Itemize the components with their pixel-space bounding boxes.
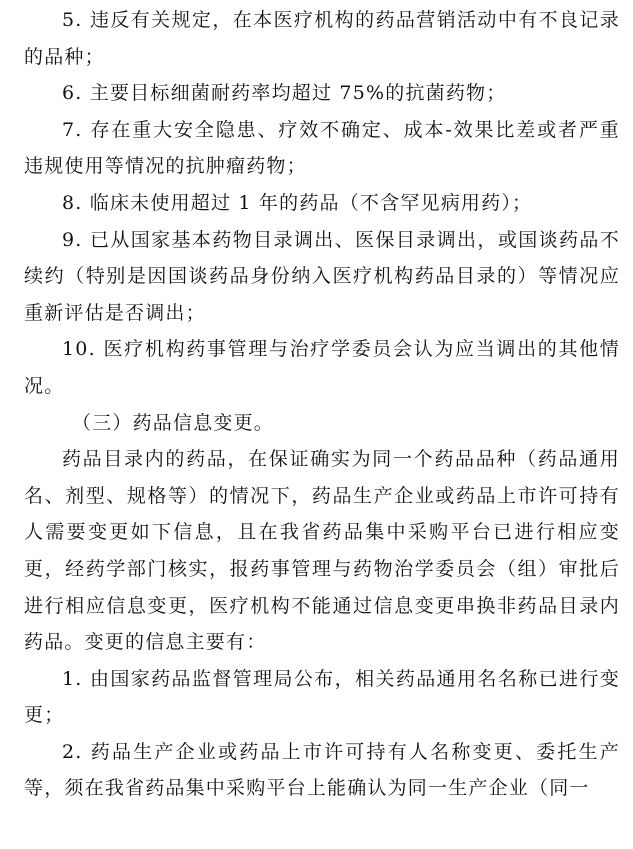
list-item-9: 9. 已从国家基本药物目录调出、医保目录调出，或国谈药品不续约（特别是因国谈药品身份纳入医疗机构药品目录的）等情况应重新评估是否调出； — [24, 228, 620, 324]
list-item-8: 8. 临床未使用超过 1 年的药品（不含罕见病用药）； — [62, 191, 533, 214]
intro-paragraph: 药品目录内的药品，在保证确实为同一个药品品种（药品通用名、剂型、规格等）的情况下，药品生产企业或药品上市许可持有人需要变更如下信息，且在我省药品集中采购平台已进行相应变更，经药学部门核实，报药事管理与药物治学委员会（组）审批后进行相应信息变更，医疗机构不能通过信息变更串换非药品目录内药品。变更的信息主要有： — [24, 448, 620, 654]
list-item-b2: 2. 药品生产企业或药品上市许可持有人名称变更、委托生产等，须在我省药品集中采购平台上能确认为同一生产企业（同一 — [24, 740, 620, 800]
list-item-10: 10. 医疗机构药事管理与治疗学委员会认为应当调出的其他情况。 — [24, 338, 620, 397]
list-item-7: 7. 存在重大安全隐患、疗效不确定、成本-效果比差或者严重违规使用等情况的抗肿瘤药物； — [24, 118, 620, 178]
section-heading: （三）药品信息变更。 — [72, 411, 275, 434]
list-item-6: 6. 主要目标细菌耐药率均超过 75%的抗菌药物； — [62, 82, 507, 105]
list-item-b1: 1. 由国家药品监督管理局公布，相关药品通用名名称已进行变更； — [24, 667, 620, 727]
list-item-5: 5. 违反有关规定，在本医疗机构的药品营销活动中有不良记录的品种； — [24, 9, 620, 68]
document-page — [24, 0, 620, 807]
